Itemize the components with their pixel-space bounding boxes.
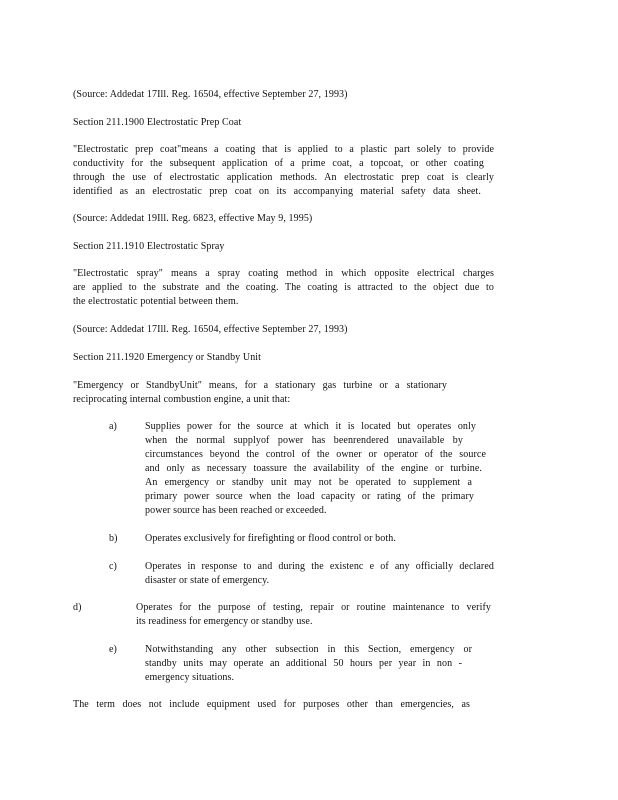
- closing-line: The term does not include equipment used for purposes other than emergencies, as: [73, 699, 470, 710]
- item-b-label: b): [109, 533, 118, 544]
- item-d-label: d): [73, 602, 82, 613]
- item-e-label: e): [109, 644, 117, 655]
- item-d-line-1: Operates for the purpose of testing, repair or routine maintenance to verify: [136, 602, 491, 613]
- section-1920-heading: Section 211.1920 Emergency or Standby Unit: [73, 352, 262, 363]
- section-1900-body-line-2: conductivity for the subsequent application of a prime coat, a topcoat, or other coating: [73, 158, 484, 169]
- item-a-label: a): [109, 421, 117, 432]
- section-1900-heading: Section 211.1900 Electrostatic Prep Coat: [73, 117, 242, 128]
- section-1910-heading: Section 211.1910 Electrostatic Spray: [73, 241, 225, 252]
- item-c-label: c): [109, 561, 117, 572]
- item-e-line-3: emergency situations.: [145, 672, 235, 683]
- section-1900-body-line-1: "Electrostatic prep coat"means a coating that is applied to a plastic part solely to provide: [73, 144, 494, 155]
- item-a-line-6: primary power source when the load capacity or rating of the primary: [145, 491, 474, 502]
- item-a-line-3: circumstances beyond the control of the owner or operator of the source: [145, 449, 486, 460]
- item-a-line-7: power source has been reached or exceeded.: [145, 505, 327, 516]
- section-1900-body-line-4: identified as an electrostatic prep coat on its accompanying material safety data sheet.: [73, 186, 481, 197]
- item-d-line-2: its readiness for emergency or standby use.: [136, 616, 313, 627]
- source-note-3: (Source: Addedat 17Ill. Reg. 16504, effective September 27, 1993): [73, 324, 348, 335]
- source-note-1: (Source: Addedat 17Ill. Reg. 16504, effective September 27, 1993): [73, 89, 348, 100]
- item-e-line-2: standby units may operate an additional 50 hours per year in non -: [145, 658, 462, 669]
- item-b-line-1: Operates exclusively for firefighting or flood control or both.: [145, 533, 396, 544]
- section-1920-intro-line-1: "Emergency or StandbyUnit" means, for a stationary gas turbine or a stationary: [73, 380, 447, 391]
- section-1900-body-line-3: through the use of electrostatic application methods. An electrostatic prep coat is clearly: [73, 172, 494, 183]
- item-e-line-1: Notwithstanding any other subsection in this Section, emergency or: [145, 644, 472, 655]
- section-1910-body-line-3: the electrostatic potential between them.: [73, 296, 239, 307]
- item-a-line-1: Supplies power for the source at which it is located but operates only: [145, 421, 476, 432]
- section-1910-body-line-2: are applied to the substrate and the coating. The coating is attracted to the object due to: [73, 282, 494, 293]
- section-1920-intro-line-2: reciprocating internal combustion engine, a unit that:: [73, 394, 291, 405]
- item-a-line-2: when the normal supplyof power has beenrendered unavailable by: [145, 435, 463, 446]
- item-c-line-1: Operates in response to and during the existenc e of any officially declared: [145, 561, 494, 572]
- item-a-line-4: and only as necessary toassure the availability of the engine or turbine.: [145, 463, 482, 474]
- source-note-2: (Source: Addedat 19Ill. Reg. 6823, effective May 9, 1995): [73, 213, 313, 224]
- item-c-line-2: disaster or state of emergency.: [145, 575, 270, 586]
- item-a-line-5: An emergency or standby unit may not be operated to supplement a: [145, 477, 472, 488]
- section-1910-body-line-1: "Electrostatic spray" means a spray coating method in which opposite electrical charges: [73, 268, 494, 279]
